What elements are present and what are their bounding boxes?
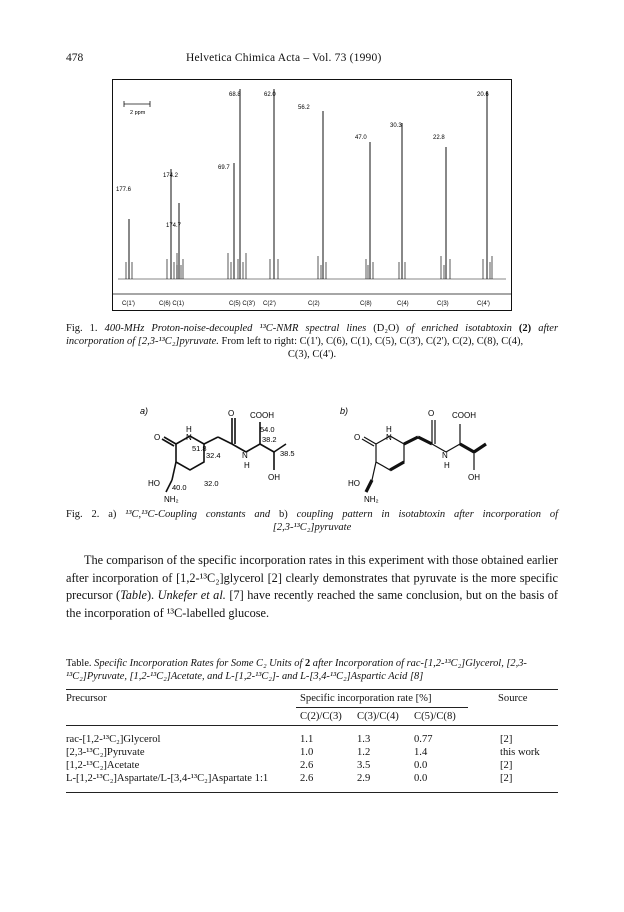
peak-labels	[116, 92, 489, 229]
cell-precursor: rac-[1,2-¹³C₂]Glycerol	[66, 734, 161, 745]
fig2-label: Fig. 2. a)	[66, 509, 117, 520]
carbon-label: C(4)	[397, 301, 409, 307]
cell-source: [2]	[500, 773, 513, 784]
fig1-solvent: (D₂O)	[373, 323, 400, 334]
fig2-title-end: [2,3-¹³C₂]pyruvate	[272, 522, 352, 533]
atom-ho: HO	[348, 479, 360, 488]
carbon-label: C(2)	[308, 301, 320, 307]
table-title-cont: after Incorporation of	[312, 658, 404, 669]
fig1-title-cont: of enriched isotabtoxin	[406, 323, 512, 334]
coupling-38-2: 38.2	[262, 435, 277, 444]
atom-o: O	[354, 433, 361, 442]
fig1-peak-order-end: C(3), C(4').	[287, 349, 337, 360]
cell-precursor: [2,3-¹³C₂]Pyruvate	[66, 747, 145, 758]
fig1-caption	[66, 322, 558, 361]
atom-cooh: COOH	[452, 411, 476, 420]
atom-h: H	[386, 425, 392, 434]
fig1-compound-number: (2)	[518, 323, 532, 334]
col-source: Source	[498, 693, 528, 704]
cell-c3-c4: 1.3	[357, 734, 371, 745]
cell-c5-c8: 1.4	[414, 747, 428, 758]
peak-label: 20.6	[477, 92, 489, 98]
structure-a	[140, 406, 360, 518]
carbon-labels	[122, 301, 490, 307]
cell-c3-c4: 3.5	[357, 760, 371, 771]
atom-oh: OH	[468, 473, 480, 482]
table-body	[66, 733, 558, 785]
table-row	[66, 759, 558, 772]
subcol-c5-c8: C(5)/C(8)	[414, 711, 456, 722]
cell-source: [2]	[500, 760, 513, 771]
atom-n: N	[386, 433, 392, 442]
body-paragraph	[66, 552, 558, 622]
table-row	[66, 733, 558, 746]
fig2-caption	[66, 508, 558, 534]
carbon-label: C(6) C(1)	[159, 301, 184, 307]
carbon-label: C(5) C(3')	[229, 301, 256, 307]
coupling-51-8: 51.8	[192, 444, 207, 453]
fig1-title: 400-MHz Proton-noise-decoupled ¹³C-NMR spectral lines	[104, 323, 367, 334]
carbon-label: C(8)	[360, 301, 372, 307]
col-rate: Specific incorporation rate [%]	[300, 693, 432, 704]
peak-label: 62.0	[264, 92, 276, 98]
scale-bar	[124, 101, 150, 116]
structure-a-label: a)	[140, 406, 149, 416]
table-title	[66, 658, 558, 683]
spectral-peaks	[118, 89, 506, 279]
spectrum-frame	[113, 80, 512, 311]
carbon-label: C(4')	[477, 301, 490, 307]
structure-b-labelled-bonds	[366, 437, 486, 492]
carbon-label: C(2')	[263, 301, 276, 307]
peak-label: 68.8	[229, 92, 241, 98]
carbon-label: C(1')	[122, 301, 135, 307]
peak-label: 69.7	[218, 165, 230, 171]
paragraph-text-1: The comparison of the specific incorporation rates in this experiment with those obtained earlier after incorporation of [1,2-¹³C₂]glycerol [2] clearly demonstrates that pyruvate is the more specific precursor (	[66, 553, 558, 603]
subcol-c2-c3: C(2)/C(3)	[300, 711, 342, 722]
nmr-spectrum-figure	[112, 79, 512, 311]
cell-c3-c4: 1.2	[357, 747, 371, 758]
structure-b-label: b)	[340, 406, 349, 416]
paragraph-text-3: [7] have recently reached the same conclusion, but on the basis of the incorporation of ¹³C-labelled glucose.	[66, 588, 558, 620]
peak-label: 30.3	[390, 123, 402, 129]
peak-label: 47.0	[355, 135, 367, 141]
table-title-precursors: rac-[1,2-¹³C₂]Glycerol, [2,3-¹³C₂]Pyruvate, [1,2-¹³C₂]Acetate, and L-[1,2-¹³C₂]- and L-[3,4-¹³C₂]Aspartic Acid [8]	[66, 658, 527, 682]
peak-label: 22.8	[433, 135, 445, 141]
coupling-32-0: 32.0	[204, 479, 219, 488]
atom-h: H	[186, 425, 192, 434]
fig1-peak-order: From left to right: C(1'), C(6), C(1), C(5), C(3'), C(2'), C(2), C(8), C(4),	[221, 336, 524, 347]
peak-label: 177.6	[116, 187, 132, 193]
cell-c2-c3: 1.0	[300, 747, 314, 758]
cell-c3-c4: 2.9	[357, 773, 371, 784]
page-number: 478	[66, 52, 84, 64]
coupling-40-0: 40.0	[172, 483, 187, 492]
fig1-title-end: after incorporation of [2,3-¹³C₂]pyruvate.	[66, 323, 559, 347]
subcol-c3-c4: C(3)/C(4)	[357, 711, 399, 722]
table-top-rule	[66, 689, 558, 690]
structure-b	[340, 406, 560, 518]
atom-nh2: NH₂	[164, 495, 179, 504]
cell-c2-c3: 1.1	[300, 734, 314, 745]
cell-source: [2]	[500, 734, 513, 745]
peak-label: 174.2	[163, 173, 179, 179]
fig2-part-b: b)	[279, 509, 288, 520]
cell-c2-c3: 2.6	[300, 760, 314, 771]
atom-h-amide: H	[244, 461, 250, 470]
journal-title: Helvetica Chimica Acta – Vol. 73 (1990)	[186, 52, 382, 64]
scale-label: 2 ppm	[130, 110, 146, 116]
author-reference: Unkefer et al.	[157, 588, 226, 603]
table-bottom-rule	[66, 792, 558, 793]
atom-n: N	[186, 433, 192, 442]
paragraph-text-2: ).	[146, 588, 158, 603]
atom-o: O	[154, 433, 161, 442]
cell-c5-c8: 0.0	[414, 773, 428, 784]
table-title-text: Specific Incorporation Rates for Some C₂ Units of	[94, 658, 303, 669]
table-compound-number: 2	[304, 658, 311, 669]
table-label: Table.	[66, 658, 92, 669]
atom-n-amide: N	[442, 451, 448, 460]
fig2-title-a: ¹³C,¹³C-Coupling constants and	[125, 509, 271, 520]
table-reference: Table	[120, 588, 147, 603]
cell-precursor: L-[1,2-¹³C₂]Aspartate/L-[3,4-¹³C₂]Aspartate 1:1	[66, 773, 269, 784]
atom-o-carbonyl: O	[228, 409, 235, 418]
peak-label: 174.7	[166, 223, 182, 229]
cell-c5-c8: 0.77	[414, 734, 433, 745]
atom-cooh: COOH	[250, 411, 274, 420]
fig1-label: Fig. 1.	[66, 323, 98, 334]
atom-h-amide: H	[444, 461, 450, 470]
carbon-label: C(3)	[437, 301, 449, 307]
coupling-32-4: 32.4	[206, 451, 221, 460]
peak-label: 56.2	[298, 105, 310, 111]
atom-ho: HO	[148, 479, 160, 488]
cell-c2-c3: 2.6	[300, 773, 314, 784]
atom-n-amide: N	[242, 451, 248, 460]
atom-nh2: NH₂	[364, 495, 379, 504]
table-row	[66, 746, 558, 759]
col-precursor: Precursor	[66, 693, 107, 704]
coupling-38-5: 38.5	[280, 449, 295, 458]
fig2-title-b: coupling pattern in isotabtoxin after incorporation of	[296, 509, 559, 520]
atom-o-carbonyl: O	[428, 409, 435, 418]
cell-source: this work	[500, 747, 540, 758]
table-subheader-rule	[296, 707, 468, 708]
table-row	[66, 772, 558, 785]
cell-precursor: [1,2-¹³C₂]Acetate	[66, 760, 140, 771]
coupling-54-0: 54.0	[260, 425, 275, 434]
atom-oh: OH	[268, 473, 280, 482]
table-header-rule	[66, 725, 558, 726]
cell-c5-c8: 0.0	[414, 760, 428, 771]
